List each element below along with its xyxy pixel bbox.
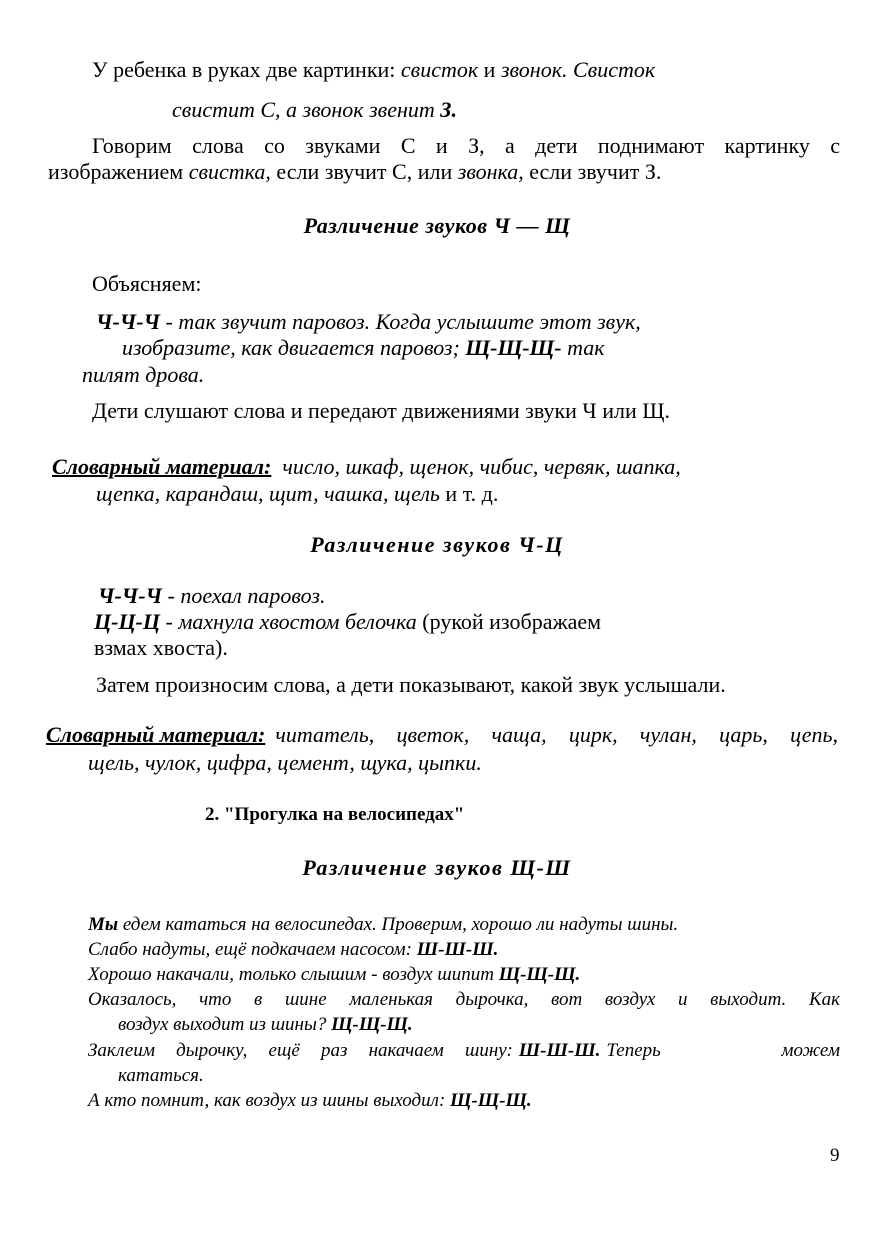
text: Слабо надуты, ещё подкачаем насосом: [88,939,417,960]
paragraph-line [88,963,580,987]
paragraph-line [98,583,325,609]
text: Ч-Ч-Ч [98,583,163,608]
text: изображением [48,159,189,184]
paragraph-line [94,609,601,635]
paragraph-line [122,335,605,361]
text: воздух выходит из шины? [118,1014,332,1035]
text: З. [440,97,457,122]
text: Заклеим дырочку, ещё раз накачаем шину: [88,1040,513,1061]
text: щепка, карандаш, щит, чашка, щель [96,481,440,506]
section-heading: Различение звуков Ч-Ц [310,532,564,557]
page-number: 9 [830,1145,840,1166]
text: Теперь можем [606,1040,840,1061]
paragraph-line [88,1089,532,1113]
paragraph-line: кататься. [118,1065,204,1086]
paragraph-line [96,309,641,335]
paragraph-line [48,159,661,185]
game-title: 2. "Прогулка на велосипедах" [205,804,465,825]
text: Щ-Щ-Щ. [450,1090,532,1111]
text: если звучит С, или [270,159,458,184]
paragraph-line [118,1013,413,1037]
vocabulary-line [46,722,838,748]
paragraph-line [88,1039,840,1063]
text: свистит С, а звонок звенит [172,97,441,122]
text: свисток [400,57,479,82]
text: если звучит З. [523,159,662,184]
text: Щ-Щ-Щ- [465,335,562,360]
text: и [478,57,501,82]
paragraph-line: пилят дрова. [82,362,205,387]
section-heading: Различение звуков Ч — Щ [303,213,571,238]
vocabulary-line [96,481,498,507]
vocabulary-line [52,454,681,480]
vocabulary-label: Словарный материал: [52,454,272,479]
text: число, шкаф, щенок, чибис, червяк, шапка, [271,454,681,479]
text: У ребенка в руках две картинки: [92,57,401,82]
paragraph-line: взмах хвоста). [94,635,228,660]
paragraph-line [172,97,457,123]
text: звонка, [457,159,524,184]
text: и т. д. [439,481,499,506]
text: Щ-Щ-Щ. [498,964,581,985]
text: - махнула хвостом белочка [160,609,417,634]
text: свистка, [188,159,271,184]
paragraph-line: Объясняем: [92,271,202,296]
paragraph-line [92,57,655,83]
text: Мы [88,914,119,935]
text: Хорошо накачали, только слышим - воздух шипит [88,964,499,985]
paragraph-line: Говорим слова со звуками С и З, а дети поднимают картинку с [92,133,840,158]
text: А кто помнит, как воздух из шины выходил: [88,1090,451,1111]
text: Ч-Ч-Ч [96,309,161,334]
text: читатель, цветок, чаща, цирк, чулан, царь, цепь, [275,722,838,747]
vocabulary-label: Словарный материал: [46,722,266,747]
text: Ш-Ш-Ш. [518,1040,601,1061]
text: так [561,335,605,360]
text: едем кататься на велосипедах. Проверим, хорошо ли надуты шины. [118,914,679,935]
text: - так звучит паровоз. Когда услышите этот звук, [160,309,641,334]
paragraph-line [88,938,498,962]
text: (рукой изображаем [416,609,602,634]
text: Ц-Ц-Ц [94,609,160,634]
text: - поехал паровоз. [162,583,326,608]
section-heading: Различение звуков Щ-Ш [302,855,572,880]
paragraph-line [88,913,678,937]
text: Ш-Ш-Ш. [416,939,499,960]
vocabulary-line: щель, чулок, цифра, цемент, щука, цыпки. [88,750,482,775]
paragraph-line: Затем произносим слова, а дети показывают, какой звук услышали. [96,672,726,697]
paragraph-line: Дети слушают слова и передают движениями звуки Ч или Щ. [92,398,670,423]
text: Щ-Щ-Щ. [331,1014,413,1035]
text: изобразите, как двигается паровоз; [122,335,466,360]
text: звонок. Свисток [500,57,656,82]
paragraph-line: Оказалось, что в шине маленькая дырочка, вот воздух и выходит. Как [88,989,840,1010]
